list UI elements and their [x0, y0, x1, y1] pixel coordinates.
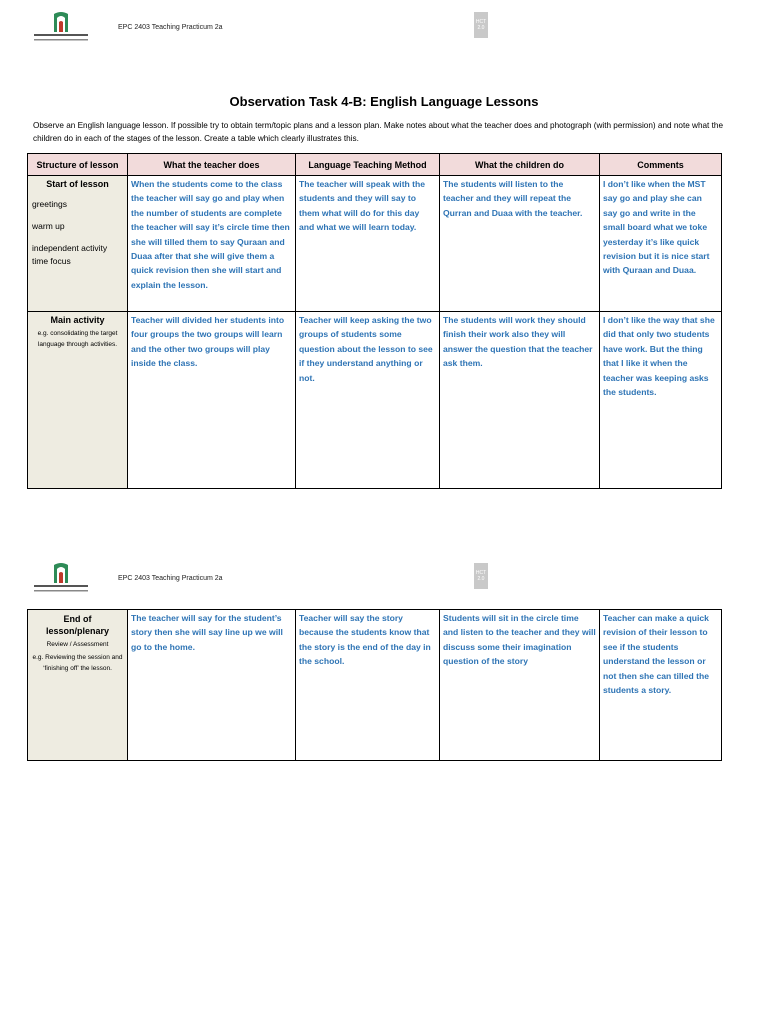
method-cell: Teacher will say the story because the students know that the story is the end of the day in the school. — [296, 610, 440, 761]
comments-cell: Teacher can make a quick revision of their lesson to see if the students understand the lesson or not then she can tilled the students a story. — [600, 610, 722, 761]
stage-title: End of lesson/plenary — [45, 614, 110, 636]
children-cell: The students will work they should finish their work also they will answer the question that the teacher ask them. — [440, 312, 600, 489]
sub-item-independent: independent activity time focus — [32, 243, 108, 266]
observation-table — [27, 153, 722, 489]
hct-logo-icon — [30, 563, 92, 597]
table-row-end — [28, 610, 722, 761]
page-title: Observation Task 4-B: English Language Lessons — [229, 94, 539, 109]
hct-badge: HCT 2.0 — [474, 563, 488, 589]
table-row-start — [28, 176, 722, 312]
hct-badge: HCT 2.0 — [474, 12, 488, 38]
stage-title: Main activity — [50, 315, 105, 325]
teacher-cell: When the students come to the class the teacher will say go and play when the number of students are complete the teacher will say it’s circle time then she will tilled them to say Quraan and Duaa after that she will give them a quick revision then she will start and explain the lesson. — [128, 176, 296, 312]
instructions-text: Observe an English language lesson. If possible try to obtain term/topic plans and a lesson plan. Make notes about what the teacher does and photograph (with permission) and note what the children do in each of the stages of the lesson. Create a table which clearly illustrates this. — [33, 121, 723, 143]
method-cell: The teacher will speak with the students and they will say to them what will do for this day and what we will learn today. — [296, 176, 440, 312]
comments-cell: I don’t like when the MST say go and play she can say go and write in the small board what we toke yesterday it’s like quick revision but it is nice start with Quraan and Duaa. — [600, 176, 722, 312]
children-cell: Students will sit in the circle time and listen to the teacher and they will discuss some their imagination question of the story — [440, 610, 600, 761]
table-header-row — [28, 154, 722, 176]
header-structure: Structure of lesson — [28, 154, 128, 176]
header-comments: Comments — [600, 154, 722, 176]
page-header-2 — [0, 563, 768, 603]
hct-logo-icon — [30, 12, 92, 46]
stage-cell — [28, 610, 128, 761]
method-cell: Teacher will keep asking the two groups of students some question about the lesson to see if they understand anything or not. — [296, 312, 440, 489]
teacher-cell: The teacher will say for the student’s story then she will say line up we will go to the home. — [128, 610, 296, 761]
observation-table-continued — [27, 609, 722, 761]
page-header — [0, 12, 768, 52]
teacher-cell: Teacher will divided her students into four groups the two groups will learn and the other two groups will play inside the class. — [128, 312, 296, 489]
comments-cell: I don’t like the way that she did that only two students have work. But the thing that I like it when the teacher was keeping asks the students. — [600, 312, 722, 489]
course-code: EPC 2403 Teaching Practicum 2a — [118, 24, 223, 31]
stage-cell — [28, 176, 128, 312]
stage-title: Start of lesson — [46, 179, 109, 189]
stage-sub: Review / Assessment — [46, 641, 109, 648]
sub-item-greetings: greetings — [32, 199, 67, 209]
stage-note: e.g. Reviewing the session and ‘finishing off’ the lesson. — [32, 654, 123, 672]
header-teacher: What the teacher does — [128, 154, 296, 176]
children-cell: The students will listen to the teacher and they will repeat the Qurran and Duaa with the teacher. — [440, 176, 600, 312]
stage-cell — [28, 312, 128, 489]
table-row-main — [28, 312, 722, 489]
header-method: Language Teaching Method — [296, 154, 440, 176]
header-children: What the children do — [440, 154, 600, 176]
sub-item-warm-up: warm up — [32, 221, 65, 231]
stage-note: e.g. consolidating the target language through activities. — [37, 330, 118, 348]
course-code: EPC 2403 Teaching Practicum 2a — [118, 575, 223, 582]
